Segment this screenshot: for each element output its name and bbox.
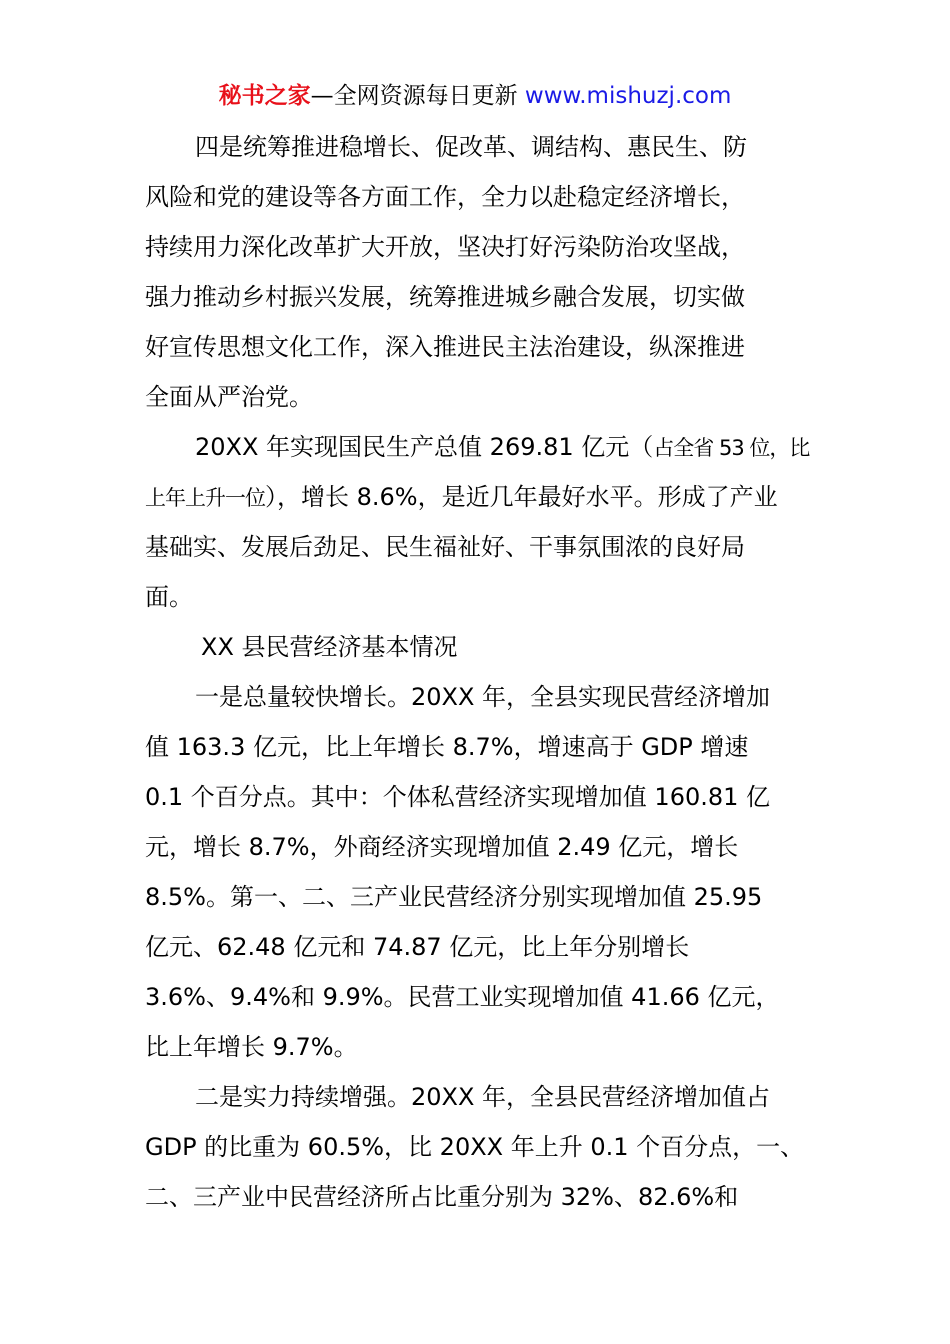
paragraph-line: 元，增长 8.7%，外商经济实现增加值 2.49 亿元，增长 [145, 833, 739, 861]
paragraph-line: 持续用力深化改革扩大开放，坚决打好污染防治攻坚战， [145, 233, 745, 261]
document-body [145, 122, 825, 1222]
paragraph-line: 四是统筹推进稳增长、促改革、调结构、惠民生、防 [195, 133, 747, 161]
site-url-link[interactable]: www.mishuzj.com [524, 83, 732, 109]
paragraph-line: 风险和党的建设等各方面工作，全力以赴稳定经济增长， [145, 183, 745, 211]
paragraph-line: 0.1 个百分点。其中：个体私营经济实现增加值 160.81 亿 [145, 783, 771, 811]
paragraph-line: 二是实力持续增强。20XX 年，全县民营经济增加值占 [195, 1083, 771, 1111]
paragraph-line: 全面从严治党。 [145, 383, 313, 411]
paragraph-line: 值 163.3 亿元，比上年增长 8.7%，增速高于 GDP 增速 [145, 733, 749, 761]
paragraph-line: 亿元、62.48 亿元和 74.87 亿元，比上年分别增长 [145, 933, 690, 961]
paragraph-line: 好宣传思想文化工作，深入推进民主法治建设，纵深推进 [145, 333, 745, 361]
paragraph-line: 比上年增长 9.7%。 [145, 1033, 358, 1061]
paragraph-line: 3.6%、9.4%和 9.9%。民营工业实现增加值 41.66 亿元， [145, 983, 780, 1011]
paragraph-line: 二、三产业中民营经济所占比重分别为 32%、82.6%和 [145, 1183, 739, 1211]
paragraph-line [145, 422, 825, 472]
paragraph-line: 基础实、发展后劲足、民生福祉好、干事氛围浓的良好局 [145, 533, 745, 561]
paragraph-line: 一是总量较快增长。20XX 年，全县实现民营经济增加 [195, 683, 771, 711]
paragraph-line: 强力推动乡村振兴发展，统筹推进城乡融合发展，切实做 [145, 283, 745, 311]
paragraph-line: 8.5%。第一、二、三产业民营经济分别实现增加值 25.95 [145, 883, 763, 911]
section-heading: XX 县民营经济基本情况 [201, 633, 458, 661]
ranking-note-continued: 上年上升一位 [145, 486, 265, 510]
brand-name: 秘书之家 [218, 83, 311, 109]
paragraph-line: GDP 的比重为 60.5%，比 20XX 年上升 0.1 个百分点，一、 [145, 1133, 805, 1161]
ranking-note: 占全省 53 位，比 [653, 436, 810, 460]
growth-sentence: ），增长 8.6%，是近几年最好水平。形成了产业 [265, 483, 778, 511]
site-header [0, 80, 950, 112]
paragraph-line [145, 472, 825, 522]
gdp-sentence: 20XX 年实现国民生产总值 269.81 亿元（ [195, 433, 654, 461]
header-slogan: —全网资源每日更新 [310, 83, 525, 109]
paragraph-line: 面。 [145, 583, 193, 611]
